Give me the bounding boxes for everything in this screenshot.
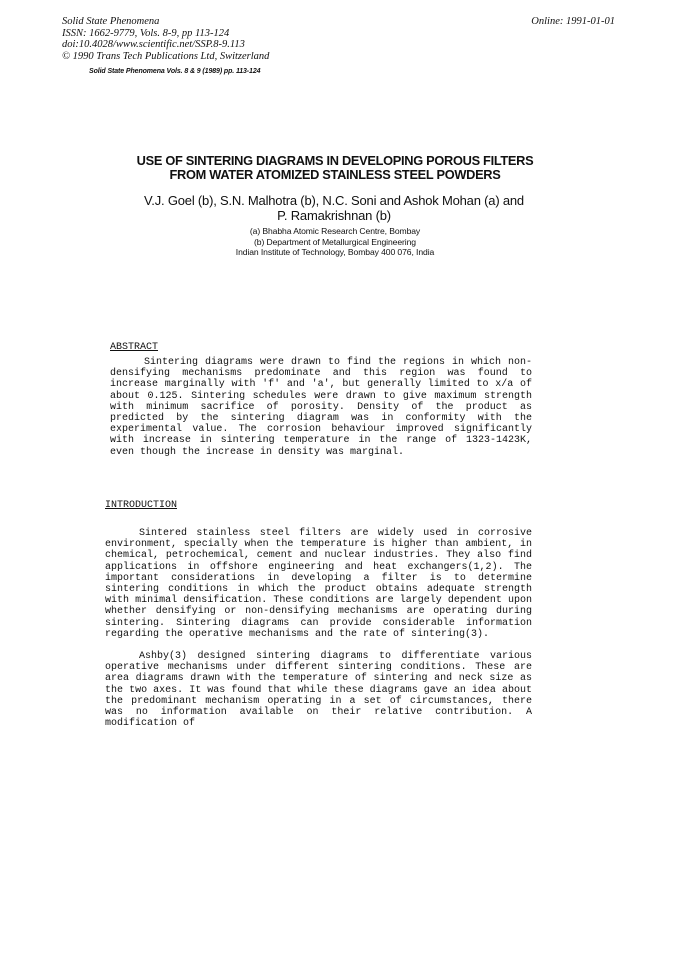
issn-line: ISSN: 1662-9779, Vols. 8-9, pp 113-124 (62, 27, 230, 39)
doi-link[interactable]: doi:10.4028/www.scientific.net/SSP.8-9.113 (62, 39, 245, 50)
journal-name: Solid State Phenomena (62, 16, 160, 27)
publication-info (62, 16, 269, 62)
authors-line-2: P. Ramakrishnan (b) (277, 207, 391, 223)
title-line-2: FROM WATER ATOMIZED STAINLESS STEEL POWDERS (169, 167, 501, 182)
introduction-section (105, 528, 532, 729)
affiliations (60, 226, 610, 258)
introduction-paragraph-1: Sintered stainless steel filters are widely used in corrosive environment, specially when the temperature is higher than ambient, in chemical, petrochemical, cement and nuclear industries. They also find applications in offshore engineering and heat exchangers(1,2). The important considerations in developing a filter is to determine sintering conditions in which the product obtains adequate strength with minimal densification. These conditions are largely dependent upon whether densifying or non-densifying mechanisms are operating during sintering. Sintering diagrams can provide considerable information regarding the operative mechanisms and the rate of sintering(3). (105, 528, 532, 640)
copyright-line: © 1990 Trans Tech Publications Ltd, Switzerland (62, 50, 270, 62)
online-date: Online: 1991-01-01 (531, 16, 615, 27)
paper-title (60, 154, 610, 182)
journal-volume-line: Solid State Phenomena Vols. 8 & 9 (1989) pp. 113-124 (89, 68, 261, 75)
affiliation-2: (b) Department of Metallurgical Engineering (254, 236, 416, 247)
affiliation-1: (a) Bhabha Atomic Research Centre, Bombay (249, 226, 421, 236)
introduction-paragraph-2: Ashby(3) designed sintering diagrams to differentiate various operative mechanisms under different sintering conditions. These are area diagrams drawn with the temperature of sintering and neck size as the two axes. It was found that while these diagrams gave an idea about the predominant mechanism operating in a set of circumstances, there was no information available on their relative contribution. A modification of (105, 651, 532, 730)
author-list (60, 194, 608, 223)
title-line-1: USE OF SINTERING DIAGRAMS IN DEVELOPING POROUS FILTERS (136, 153, 534, 168)
abstract-heading: ABSTRACT (110, 342, 159, 353)
abstract-section (110, 357, 532, 458)
abstract-text: Sintering diagrams were drawn to find the regions in which non-densifying mechanisms predominate and this region was found to increase marginally with 'f' and 'a', but generally limited to x/a of about 0.125. Sintering schedules were drawn to give maximum strength with minimum sacrifice of porosity. Density of the product as predicted by the sintering diagram was in conformity with the experimental value. The corrosion behaviour improved significantly with increase in sintering temperature in the range of 1323-1423K, even though the increase in density was marginal. (110, 357, 532, 458)
introduction-heading: INTRODUCTION (105, 500, 178, 511)
authors-line-1: V.J. Goel (b), S.N. Malhotra (b), N.C. Soni and Ashok Mohan (a) and (144, 193, 524, 208)
affiliation-3: Indian Institute of Technology, Bombay 400 076, India (235, 247, 435, 257)
